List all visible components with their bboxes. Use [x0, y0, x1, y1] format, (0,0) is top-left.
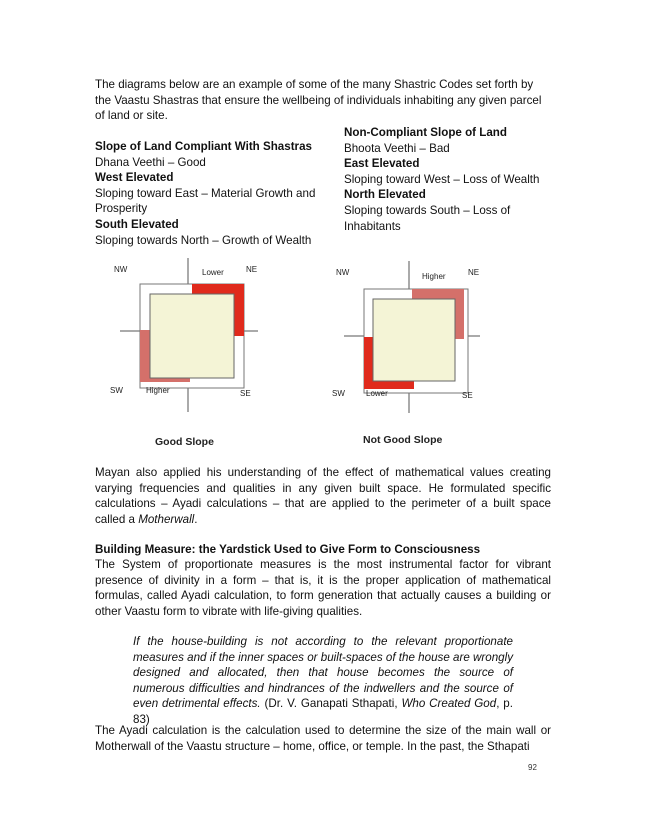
proportion-paragraph: The System of proportionate measures is the most instrumental factor for vibrant presence of divinity in a form – that is, it is the proper application of mathematical formulas, called Ayadi calculation, to form generation that actually causes a building or other Vaastu form to vibrate with life-giving qualities. — [95, 558, 551, 618]
good-inner-plot — [150, 294, 234, 378]
mayan-paragraph-end: . — [194, 512, 198, 526]
bad-slope-caption: Not Good Slope — [363, 434, 443, 446]
compliant-subheading-2: South Elevated — [95, 217, 179, 231]
noncompliant-subheading-1: East Elevated — [344, 157, 420, 171]
good-sw-label: SW — [110, 386, 123, 395]
bad-higher-label: Higher — [422, 272, 446, 281]
noncompliant-line-1: Bhoota Veethi – Bad — [344, 141, 450, 155]
ayadi-paragraph: The Ayadi calculation is the calculation used to determine the size of the main wall or Motherwall of the Vaastu structure – home, office, or temple. In the past, the Sthapati — [95, 724, 551, 753]
compliant-line-1: Dhana Veethi – Good — [95, 155, 206, 169]
compliant-line-2: Sloping toward East – Material Growth and Prosperity — [95, 186, 316, 216]
bad-slope-diagram — [330, 255, 500, 421]
compliant-line-3: Sloping towards North – Growth of Wealth — [95, 233, 312, 247]
bad-sw-label: SW — [332, 389, 345, 398]
noncompliant-column — [344, 125, 549, 234]
bad-se-label: SE — [462, 391, 473, 400]
section-heading: Building Measure: the Yardstick Used to Give Form to Consciousness — [95, 543, 481, 556]
noncompliant-line-3: Sloping towards South – Loss of Inhabitants — [344, 203, 511, 233]
noncompliant-heading: Non-Compliant Slope of Land — [344, 126, 507, 139]
quote-text: If the house-building is not according to the relevant proportionate measures and if the inner spaces or built-spaces of the house are wrongly designed and allocated, then that house becomes the source of numerous difficulties and hindrances of the indwellers and the source of even detrimental effects. — [133, 635, 513, 711]
motherwall-term: Motherwall — [138, 512, 195, 526]
bad-ne-label: NE — [468, 268, 480, 277]
compliant-column — [95, 139, 323, 248]
good-lower-label: Lower — [202, 268, 224, 277]
good-slope-caption: Good Slope — [155, 436, 214, 448]
quote-citation-b: , p. 83) — [133, 697, 513, 726]
intro-paragraph: The diagrams below are an example of some of the many Shastric Codes set forth by the Vaastu Shastras that ensure the wellbeing of individuals inhabiting any given parcel of land or site. — [95, 78, 542, 123]
good-se-label: SE — [240, 389, 251, 398]
sthapati-quote — [133, 634, 513, 728]
mayan-paragraph-text: Mayan also applied his understanding of the effect of mathematical values creating varying frequencies and qualities in any given built space. He formulated specific calculations – Ayadi calculations – that are applied to the perimeter of a built space called a — [95, 466, 551, 526]
bad-nw-label: NW — [336, 268, 350, 277]
good-slope-diagram — [100, 252, 280, 418]
bad-inner-plot — [373, 299, 455, 381]
page-number: 92 — [528, 763, 537, 772]
good-nw-label: NW — [114, 265, 128, 274]
bad-lower-label: Lower — [366, 389, 388, 398]
noncompliant-line-2: Sloping toward West – Loss of Wealth — [344, 172, 540, 186]
bad-slope-figure — [330, 255, 500, 421]
compliant-subheading-1: West Elevated — [95, 171, 174, 185]
good-ne-label: NE — [246, 265, 258, 274]
good-higher-label: Higher — [146, 386, 170, 395]
mayan-paragraph — [95, 465, 551, 527]
quote-citation-a: (Dr. V. Ganapati Sthapati, — [260, 697, 402, 711]
good-slope-figure — [100, 252, 280, 418]
quote-citation-book: Who Created God — [401, 697, 497, 711]
compliant-heading: Slope of Land Compliant With Shastras — [95, 140, 312, 153]
noncompliant-subheading-2: North Elevated — [344, 188, 426, 202]
